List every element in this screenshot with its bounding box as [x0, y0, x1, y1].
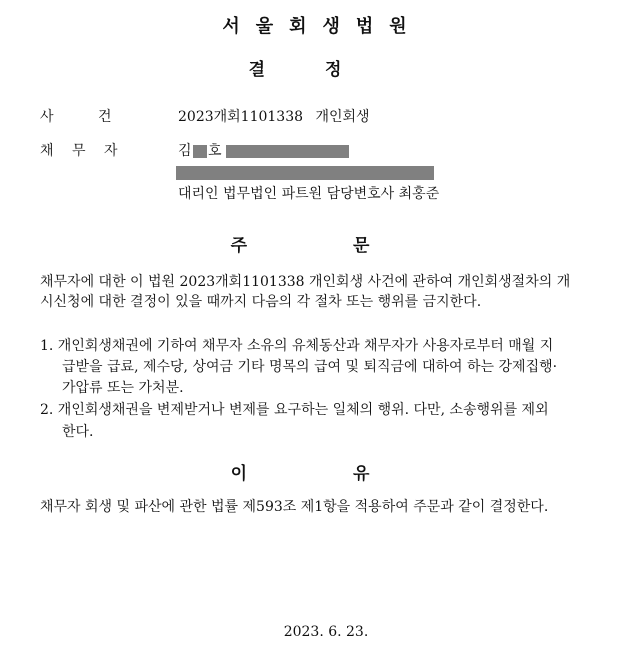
- case-value: 2023개회1101338 개인회생: [178, 109, 370, 125]
- reason-text: 채무자 회생 및 파산에 관한 법률 제593조 제1항을 적용하여 주문과 같이 결정한다.: [40, 499, 549, 515]
- order-item-line: 1. 개인회생채권에 기하여 채무자 소유의 유체동산과 채무자가 사용자로부터 매월 지: [40, 338, 554, 354]
- redaction-block: [176, 166, 434, 180]
- debtor-name-last: 호: [208, 143, 222, 159]
- decision-date: 2023. 6. 23.: [283, 624, 369, 640]
- redaction-block: [193, 145, 207, 158]
- court-name: 서울회생법원: [222, 16, 423, 37]
- order-item-line: 급받을 급료, 제수당, 상여금 기타 명목의 급여 및 퇴직금에 대하여 하는 강제집행·: [62, 359, 558, 375]
- case-label: 사 건: [40, 109, 112, 125]
- reason-heading: 이 유: [230, 464, 420, 484]
- order-item-line: 가압류 또는 가처분.: [62, 380, 184, 396]
- redaction-block: [226, 145, 349, 158]
- order-item-line: 한다.: [62, 424, 94, 440]
- order-heading: 주 문: [230, 236, 420, 256]
- document-type: 결정: [248, 60, 402, 80]
- debtor-agent: 대리인 법무법인 파트원 담당변호사 최홍준: [178, 186, 440, 202]
- order-item-line: 2. 개인회생채권을 변제받거나 변제를 요구하는 일체의 행위. 다만, 소송행위를 제외: [40, 402, 549, 418]
- order-text-line: 채무자에 대한 이 법원 2023개회1101338 개인회생 사건에 관하여 개인회생절차의 개: [40, 274, 571, 290]
- debtor-label: 채 무 자: [40, 143, 118, 159]
- order-text-line: 시신청에 대한 결정이 있을 때까지 다음의 각 절차 또는 행위를 금지한다.: [40, 294, 482, 310]
- debtor-name-first: 김: [178, 143, 192, 159]
